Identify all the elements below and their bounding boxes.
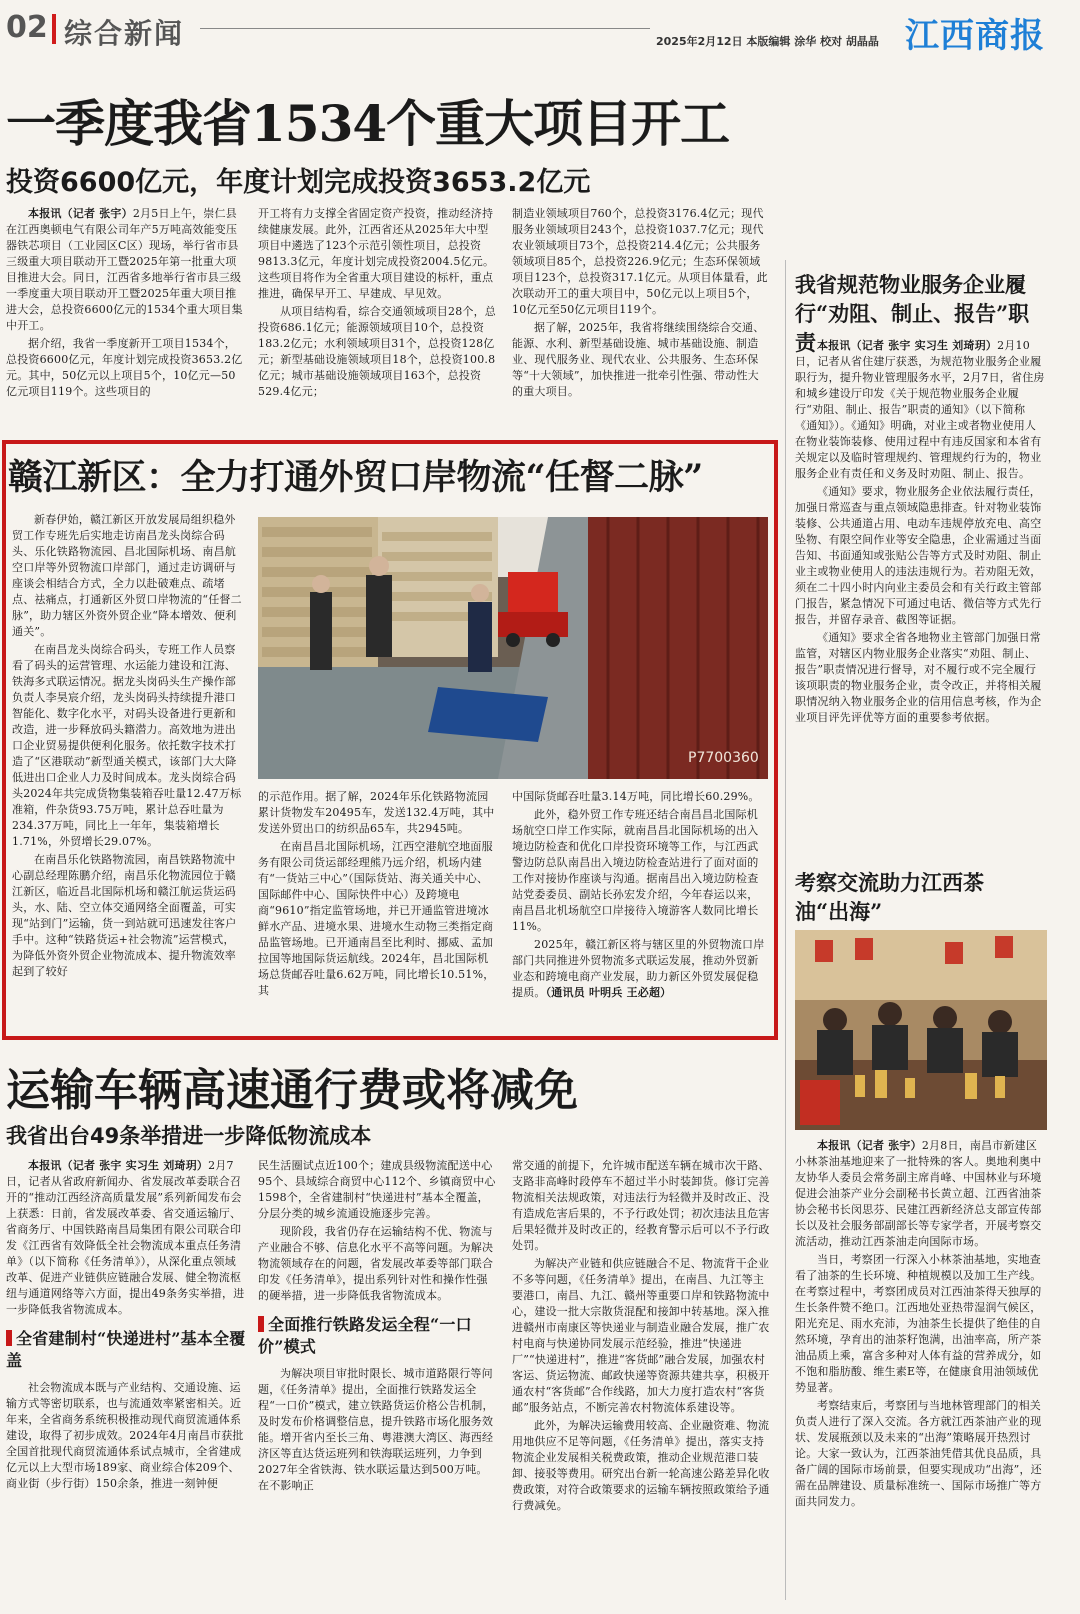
- story3-col2-p2: 在南昌昌北国际机场，江西空港航空地面服务有限公司货运部经理熊乃远介绍，机场内建有“一货站三中心”（国际货站、海关通关中心、国际邮件中心、国际快件中心）及跨境电商“9610”指定监管场地，并已开通监管进境冰鲜水产品、进境水果、进境水生动物三类指定商品监管场地。已开通南昌至比利时、挪威、孟加拉国等地国际货运航线。2024年，昌北国际机场总货邮吞吐量6.62万吨，同比增长10.51%，其: [258, 840, 495, 997]
- story3-col1-text: 新春伊始，赣江新区开放发展局组织稳外贸工作专班先后实地走访南昌龙头岗综合码头、乐化铁路物流园、昌北国际机场、南昌航空口岸等外贸物流口岸部门，通过走访调研与座谈会相结合方式，全力以赴破难点、疏堵点、祛痛点，打通新区外贸口岸物流的“任督二脉”，助力辖区外资外贸企业“降本增效、便利通关”。: [12, 513, 242, 638]
- story3-column-2: [258, 789, 498, 1029]
- warehouse-photo-art: [258, 517, 768, 779]
- story4-p2: 当日，考察团一行深入小林茶油基地，实地查看了油茶的生长环境、种植规模以及加工生产线。在考察过程中，考察团成员对江西油茶得天独厚的生长条件赞不绝口。江西地处亚热带湿润气候区，阳光充足、雨水充沛，为油茶生长提供了绝佳的自然环境，孕育出的油茶籽饱满，出油率高，所产茶油品质上乘，富含多种对人体有益的营养成分，如不饱和脂肪酸、维生素E等，在健康食用油领域优势显著。: [795, 1253, 1042, 1394]
- page-number: 02: [6, 10, 48, 45]
- story1-byline: 本报讯（记者 张宇）: [28, 207, 133, 220]
- story5-subhead-2-text: 全面推行铁路发运全程“一口价”模式: [258, 1315, 472, 1356]
- story5-col2-p3: 为解决项目审批时限长、城市道路限行等问题，《任务清单》提出，全面推行铁路发运全程“一口价”模式，建立铁路货运价格公告机制，及时发布价格调整信息，提升铁路市场化服务效能。增开省内至长三角、粤港澳大湾区、海西经济区等直达货运班列和铁海联运班列，力争到2027年全省铁海、铁水联运量达到500万吨。在不影响正: [258, 1367, 494, 1492]
- story1-col1-p2: 据介绍，我省一季度新开工项目1534个，总投资6600亿元，年度计划完成投资3653.2亿元。其中，50亿元以上项目5个，10亿元—50亿元项目119个。这些项目的: [6, 337, 243, 398]
- story5-col3-p2: 为解决产业链和供应链融合不足、物流背干企业不多等问题，《任务清单》提出，在南昌、九江等主要港口，南昌、九江、赣州等重要口岸和铁路物流中心，建设一批大宗散货混配和接卸中转基地。深入推进赣州市南康区等快递业与制造业融合发展，推广农村电商与快递协同发展示范经验，推进“快递进厂”“快递进村”，推进“客货邮”融合发展，加强农村客运、货运物流、邮政快递等资源共建共享，积极开通农村“客货邮”合作线路，加大力度打造农村“客货邮”服务站点，不断完善农村物流体系建设等。: [512, 1257, 770, 1414]
- warehouse-rail-photo: [258, 517, 768, 779]
- story4-p3: 考察结束后，考察团与当地林管理部门的相关负责人进行了深入交流。各方就江西茶油产业的现状、发展瓶颈以及未来的“出海”策略展开热烈讨论。大家一致认为，江西茶油凭借其优良品质，具备广阔的国际市场前景，但要实现成功“出海”，还需在品牌建设、质量标准统一、国际市场推广等方面共同发力。: [795, 1399, 1042, 1508]
- story2-body: [795, 338, 1047, 808]
- story1-col2-p2: 从项目结构看，综合交通领域项目28个，总投资686.1亿元；能源领域项目10个，总投资183.2亿元；水利领域项目31个，总投资128亿元；新型基础设施领域项目18个，总投资100.8亿元；城市基础设施领域项目163个，总投资529.4亿元；: [258, 305, 496, 398]
- story4-body: [795, 1138, 1047, 1608]
- story5-column-2: [258, 1158, 498, 1608]
- story5-col2-p1: 民生活圈试点近100个；建成县级物流配送中心95个、县域综合商贸中心112个、乡镇商贸中心1598个，全省建制村“快递进村”基本全覆盖，分层分类的城乡流通设施逐步完善。: [258, 1159, 496, 1220]
- masthead-rule: [200, 28, 650, 29]
- story1-col3-p2: 据了解，2025年，我省将继续围绕综合交通、能源、水利、新型基础设施、城市基础设施、制造业、现代服务业、现代农业、公共服务、生态环保等“十大领域”，加快推进一批牵引性强、带动性大的重大项目。: [512, 321, 765, 398]
- story1-column-3: [512, 206, 770, 434]
- story5-byline: 本报讯（记者 张宇 实习生 刘琦玥）: [28, 1159, 209, 1172]
- story2-byline: 本报讯（记者 张宇 实习生 刘琦玥）: [817, 339, 998, 352]
- story2-text: 2月10日，记者从省住建厅获悉，为规范物业服务企业履职行为，提升物业管理服务水平，2月7日，省住房和城乡建设厅印发《关于规范物业服务企业履行“劝阻、制止、报告”职责的通知》（以下简称《通知》）。《通知》明确，对业主或者物业使用人在物业装饰装修、使用过程中有违反国家和本省有关规定以及临时管理规约、管理规约行为的，物业服务企业有责任和义务及时劝阻、制止、报告。: [795, 339, 1045, 480]
- story5-col1-text: 2月7日，记者从省政府新闻办、省发展改革委联合召开的“推动江西经济高质量发展”系列新闻发布会上获悉：日前，省发展改革委、省交通运输厅、省商务厅、中国铁路南昌局集团有限公司联合印发《江西省有效降低全社会物流成本重点任务清单》（以下简称《任务清单》），从深化重点领域改革、促进产业链供应链融合发展、健全物流枢纽与通道网络等六方面，提出49条务实举措，进一步降低我省物流成本。: [6, 1159, 245, 1316]
- story3-col1-p2: 在南昌龙头岗综合码头，专班工作人员察看了码头的运营管理、水运能力建设和江海、铁海多式联运情况。据龙头岗码头生产操作部负责人李昊宸介绍，龙头岗码头持续提升港口智能化、数字化水平，对码头设备进行更新和改造，进一步释放码头籍潜力。高效地为进出口企业贸易提供便利化服务。依托数字技术打造了“区港联动”新型通关模式，该部门大大降低进出口企业人力及时间成本。龙头岗综合码头2024年共完成货物集装箱吞吐量12.47万标准箱，件杂货93.75万吨，累计总吞吐量为234.37万吨，同比上一年年，集装箱增长1.71%，外贸增长29.07%。: [12, 643, 242, 848]
- story5-subhead-2: [258, 1314, 498, 1358]
- story5-column-3: [512, 1158, 770, 1608]
- story1-col3-p1: 制造业领域项目760个，总投资3176.4亿元；现代服务业领域项目243个，总投资1037.7亿元；现代农业领域项目73个，总投资214.4亿元；公共服务领域项目85个，总投资226.9亿元；生态环保领域项目123个，总投资317.1亿元。从项目体量看，此次联动开工的重大项目中，50亿元以上项目5个，10亿元至50亿元项目119个。: [512, 207, 768, 316]
- story3-col2-text: 的示范作用。据了解，2024年乐化铁路物流园累计货物发车20495车，发送132.4万吨，其中发送外贸出口的纺织品65车，共2945吨。: [258, 790, 495, 835]
- story4-byline: 本报讯（记者 张宇）: [817, 1139, 922, 1152]
- story5-col2-p2: 现阶段，我省仍存在运输结构不优、物流与产业融合不够、信息化水平不高等问题。为解决物流领域存在的问题，省发展改革委等部门联合印发《任务清单》，提出系列针对性和操作性强的硬举措，进一步降低我省物流成本。: [258, 1225, 494, 1302]
- story5-col3-p1: 常交通的前提下，允许城市配送车辆在城市次干路、支路非高峰时段停车不超过半小时装卸货。修订完善物流相关法规政策，对违法行为轻微并及时改正、没有造成危害后果的，不予行政处罚；初次违法且危害后果轻微并及时改正的，经教育警示后可以不予行政处罚。: [512, 1159, 770, 1252]
- story5-col3-p3: 此外，为解决运输费用较高、企业融资难、物流用地供应不足等问题，《任务清单》提出，落实支持物流企业发展相关税费政策，推动企业规范港口装卸、接驳等费用。研究出台新一轮高速公路差异化收费政策，对符合政策要求的运输车辆按照政策给予通行费减免。: [512, 1419, 770, 1512]
- story2-p3: 《通知》要求全省各地物业主管部门加强日常监管，对辖区内物业服务企业落实“劝阻、制止、报告”职责情况进行督导，对不履行或不完全履行该项职责的物业服务企业，责令改正，并将相关履职情况纳入物业服务企业的信用信息考核，作为企业项目评先评优等方面的重要参考依据。: [795, 631, 1042, 724]
- rail-car-number: P7700360: [688, 750, 759, 766]
- story2-headline: 我省规范物业服务企业履行“劝阻、制止、报告”职责: [795, 272, 1030, 355]
- date-line: 2025年2月12日 本版编辑 涂华 校对 胡晶晶: [656, 35, 879, 48]
- story3-col1-p3: 在南昌乐化铁路物流园，南昌铁路物流中心副总经理陈鹏介绍，南昌乐化物流园位于赣江新区，临近昌北国际机场和赣江航运货运码头，水、陆、空立体交通网络全面覆盖，可实现“站到门”运输，货一到站就可迅速发往客户手中。这种“铁路货运+社会物流”运营模式，为降低外资外贸企业物流成本、提升物流效率起到了较好: [12, 853, 237, 978]
- story5-subhead-1-text: 全省建制村“快递进村”基本全覆盖: [6, 1329, 246, 1370]
- story5-subhead: 我省出台49条举措进一步降低物流成本: [6, 1124, 372, 1148]
- tea-oil-meeting-photo: [795, 930, 1047, 1130]
- tea-oil-photo-art: [795, 930, 1047, 1130]
- story4-text: 2月8日，南昌市新建区小林茶油基地迎来了一批特殊的客人。奥地利奥中友协华人委员会常务副主席肖峰、中国林业与环境促进会油茶产业分会副秘书长黄立超、江西省油茶协会秘书长闵思芬、民建江西新经济总支部宣传部长以及社会服务部副部长等专家学者，开展考察交流活动，推动江西茶油走向国际市场。: [795, 1139, 1042, 1248]
- story3-credit: （通讯员 叶明兵 王必超）: [545, 986, 672, 999]
- story3-col3-p3: 2025年，赣江新区将与辖区里的外贸物流口岸部门共同推进外贸物流多式联运发展，推动外贸新业态和跨境电商产业发展，助力新区外贸发展促稳提质。: [512, 938, 765, 999]
- story1-subhead: 投资6600亿元，年度计划完成投资3653.2亿元: [6, 167, 591, 198]
- paper-name: 江西商报: [905, 16, 1045, 56]
- story1-col1-text: 2月5日上午，崇仁县在江西奥顿电气有限公司年产5万吨高效能变压器铁芯项目（工业园区C区）现场，举行省市县三级重大项目联动开工暨2025年第一批重大项目推进大会。同日，江西省多地举行省市县三级一季度重大项目联动开工暨2025年重大项目推进大会，总投资6600亿元的1534个重大项目集中开工。: [6, 207, 243, 332]
- story3-column-3: [512, 789, 768, 1029]
- story5-col1-p2: 社会物流成本既与产业结构、交通设施、运输方式等密切联系，也与流通效率紧密相关。近年来，全省商务系统积极推动现代商贸流通体系建设，取得了初步成效。2024年4月南昌市获批全国首批现代商贸流通体系试点城市，全省建成亿元以上大型市场189家、商业综合体209个、商业街（步行街）150余条，推进一刻钟便: [6, 1381, 244, 1490]
- story3-headline: 赣江新区：全力打通外贸口岸物流“任督二脉”: [8, 457, 703, 498]
- column-divider: [785, 260, 786, 1600]
- story1-headline: 一季度我省1534个重大项目开工: [6, 94, 730, 153]
- story5-column-1: [6, 1158, 246, 1608]
- story4-headline: 考察交流助力江西茶油“出海”: [795, 870, 984, 924]
- story1-column-2: [258, 206, 498, 434]
- story2-p2: 《通知》要求，物业服务企业依法履行责任，加强日常巡查与重点领域隐患排查。针对物业装饰装修、公共通道占用、电动车违规停放充电、高空坠物、有限空间作业等安全隐患，企业需通过当面告知、书面通知或张贴公告等方式及时劝阻、制止业主或物业使用人的违法违规行为。若劝阻无效，须在二十四小时内向业主委员会和有关行政主管部门报告，紧急情况下可通过电话、微信等方式先行报告，并留存录音、截图等证据。: [795, 485, 1042, 626]
- red-marker-icon: [6, 1330, 12, 1346]
- story5-subhead-1: [6, 1328, 246, 1372]
- story5-headline: 运输车辆高速通行费或将减免: [6, 1065, 578, 1116]
- story1-column-1: [6, 206, 244, 434]
- story3-column-1: [12, 512, 244, 1028]
- red-marker-icon: [258, 1316, 264, 1332]
- section-title: 综合新闻: [64, 17, 185, 50]
- masthead-separator: [52, 14, 56, 44]
- story3-col3-p2: 此外，稳外贸工作专班还结合南昌昌北国际机场航空口岸工作实际，就南昌昌北国际机场的出入境边防检查和优化口岸投资环境等工作，与江西武警边防总队南昌出入境边防检查站进行了面对面的工作对接协作座谈与沟通。据南昌出入境边防检查站党委委员、副站长孙宏发介绍，今年春运以来，南昌昌北机场航空口岸接待入境游客人数同比增长11%。: [512, 808, 759, 933]
- story3-col3-text: 中国际货邮吞吐量3.14万吨，同比增长60.29%。: [512, 790, 760, 803]
- story1-col2-p1: 开工将有力支撑全省固定资产投资，推动经济持续健康发展。此外，江西省还从2025年大中型项目中遴选了123个示范引领性项目，总投资9813.3亿元，年度计划完成投资2004.5亿元。这些项目将作为全省重大项目建设的标杆，重点推进，确保早开工、早建成、早见效。: [258, 207, 495, 300]
